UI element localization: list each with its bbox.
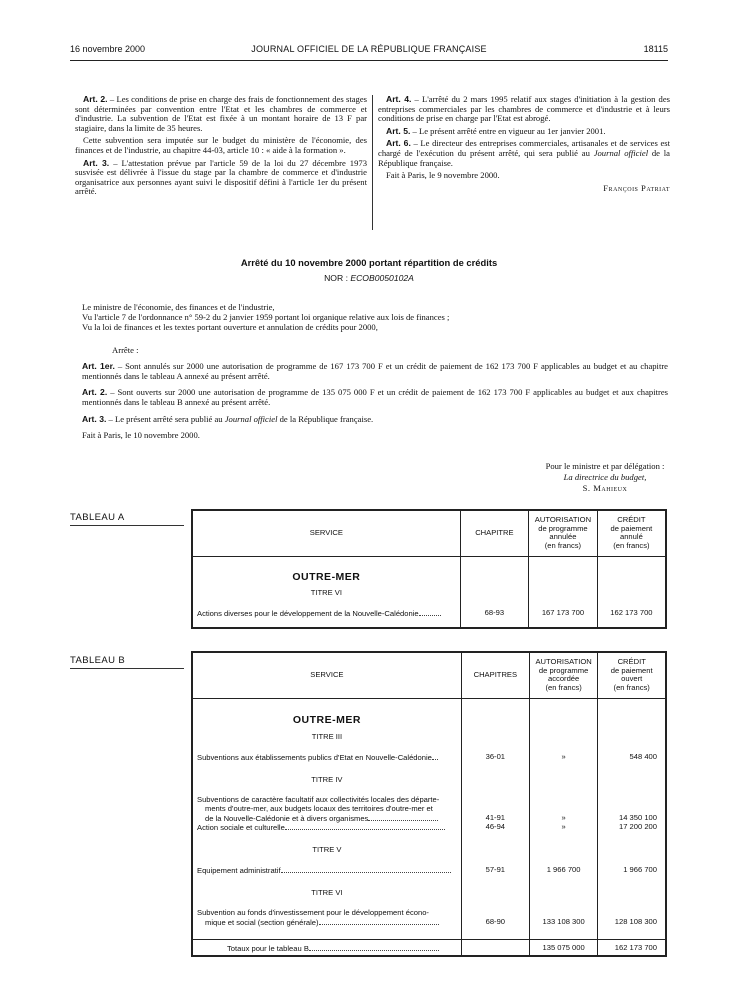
decree-art3-jo: Journal officiel xyxy=(224,413,278,424)
tab-b-auth-h2: de programme xyxy=(538,665,589,675)
tableau-a-row-credit: 162 173 700 xyxy=(610,607,653,617)
decree-art1-label: Art. 1er. xyxy=(82,360,115,371)
decree-art3-end: de la République française. xyxy=(277,413,374,424)
article-5-text: – Le présent arrêté entre en vigueur au 1er janvier 2001. xyxy=(410,125,606,136)
tableau-b-row-5-credit: 128 108 300 xyxy=(614,916,657,926)
tableau-b-row-5-line-2-text: mique et social (section générale) xyxy=(205,917,319,927)
tableau-b-group: OUTRE-MER xyxy=(292,713,361,726)
tab-b-cred-h2: de paiement xyxy=(610,665,653,675)
decree-art2-text: – Sont ouverts sur 2000 une autorisation de programme de 135 075 000 F et un crédit de paiement de 162 173 700 F applicables au budget et aux chapitres mentionnés dans le tableau B annexé au présent arrêté. xyxy=(82,387,668,408)
tab-b-cred-h4: (en francs) xyxy=(613,682,650,692)
signature-patriat: François Patriat xyxy=(603,182,670,193)
tableau-b-row-4-credit: 1 966 700 xyxy=(623,864,657,874)
signature-line-1: Pour le ministre et par délégation : xyxy=(545,461,665,471)
tableau-b-chapitre-cell xyxy=(461,698,529,940)
article-3-label: Art. 3. xyxy=(83,157,110,168)
leader-dots xyxy=(368,813,438,821)
tableau-a-row-autorisation: 167 173 700 xyxy=(541,607,585,617)
tableau-a-header-service: SERVICE xyxy=(192,510,460,556)
decree-article-2 xyxy=(82,387,668,407)
tableau-b-rule xyxy=(70,668,184,669)
signature-line-2: La directrice du budget, xyxy=(563,472,647,482)
tableau-b-row-2-line-3-text: de la Nouvelle-Calédonie et à divers organismes xyxy=(205,813,369,823)
tableau-b-titre-6: TITRE VI xyxy=(311,887,343,897)
article-3-text: – L'attestation prévue par l'article 59 de la loi du 27 décembre 1973 susvisée est délivrée à l'issue du stage par la chambre de commerce et d'industrie organisatrice aux personnes ayant suivi le dispositif défini à l'article 1er du présent arrêté. xyxy=(75,157,367,197)
tableau-a-autorisation-cell xyxy=(529,556,598,628)
tab-b-cred-h3: ouvert xyxy=(621,674,643,684)
tableau-a-header-row xyxy=(192,510,666,556)
tableau-b-row-3-credit: 17 200 200 xyxy=(618,821,657,831)
decree-art1-text: – Sont annulés sur 2000 une autorisation de programme de 167 173 700 F et un crédit de paiement de 162 173 700 F applicables au budget et au chapitre mentionnés dans le tableau A annexé au présent arrêté. xyxy=(82,360,669,382)
tableau-b-body-row xyxy=(192,698,666,940)
tableau-b-row-5-line-2 xyxy=(205,917,458,927)
article-4-label: Art. 4. xyxy=(386,94,412,104)
tab-a-cred-h3: annulé xyxy=(619,532,643,542)
nor-reference xyxy=(70,273,668,283)
header-date: 16 novembre 2000 xyxy=(70,44,146,54)
tableau-a-header-chapitre: CHAPITRE xyxy=(460,510,528,556)
nor-code: ECOB0050102A xyxy=(350,273,414,283)
tableau-b-row-2-chapitre: 41-91 xyxy=(485,812,506,822)
tableau-b-titre-3: TITRE III xyxy=(311,731,343,741)
tableau-b-total-label-text: Totaux pour le tableau B xyxy=(227,943,309,953)
tab-b-auth-h1: AUTORISATION xyxy=(535,657,592,667)
tableau-a-header-autorisation xyxy=(529,510,598,556)
tableau-b-header-autorisation xyxy=(529,652,598,698)
tableau-b-row-1-autorisation: » xyxy=(561,751,566,761)
article-6-end: de la République française. xyxy=(378,147,670,168)
tableau-b-total-chapitre xyxy=(461,940,529,956)
tableau-b-credit-cell xyxy=(598,698,666,940)
tableau-a-row-service xyxy=(197,608,457,618)
tableau-b-row-4-chapitre: 57-91 xyxy=(485,864,506,874)
article-2-text: – Les conditions de prise en charge des frais de fonctionnement des stages sont déterminées par convention entre l'Etat et les chambres de commerce et d'industrie. La subvention de l'Etat est fixée à un montant horaire de 13 F par stagiaire, dans la limite de 35 heures. xyxy=(75,94,368,133)
tableau-b-row-5-chapitre: 68-90 xyxy=(485,916,506,926)
tableau-b-row-3-autorisation: » xyxy=(561,821,566,831)
tableau-b-row-4-service xyxy=(197,865,458,875)
tableau-a-group: OUTRE-MER xyxy=(292,570,361,583)
article-5-paragraph xyxy=(378,127,670,137)
tab-a-cred-h1: CRÉDIT xyxy=(617,515,646,525)
tableau-b-row-1-service xyxy=(197,752,458,762)
decree-article-1 xyxy=(82,361,668,381)
tableau-b-row-2-autorisation: » xyxy=(561,812,566,822)
tableau-b-total-label xyxy=(192,940,461,956)
article-6-jo: Journal officiel xyxy=(593,147,649,158)
left-column xyxy=(75,95,367,200)
decree-article-3 xyxy=(82,414,668,424)
tab-a-cred-h2: de paiement xyxy=(610,523,653,533)
decree-art3-label: Art. 3. xyxy=(82,413,107,424)
article-5-label: Art. 5. xyxy=(386,125,411,136)
leader-dots xyxy=(309,943,439,951)
signature-line-3: S. Mahieux xyxy=(582,483,628,493)
decree-title: Arrêté du 10 novembre 2000 portant répartition de crédits xyxy=(240,257,498,268)
page-number: 18115 xyxy=(643,44,668,54)
tableau-a-titre: TITRE VI xyxy=(310,587,342,597)
tableau-b xyxy=(191,651,667,957)
tableau-b-row-2-credit: 14 350 100 xyxy=(618,812,657,822)
decree-art2-label: Art. 2. xyxy=(82,387,108,398)
tableau-a-chapitre-cell xyxy=(460,556,528,628)
article-2-label: Art. 2. xyxy=(83,94,108,104)
decree-body xyxy=(82,302,668,440)
tableau-a-row-chapitre: 68-93 xyxy=(484,607,505,617)
article-6-text: – Le directeur des entreprises commerciales, artisanales et de services est chargé de l'exécution du présent arrêté, qui sera publié au xyxy=(378,138,670,158)
tableau-b-autorisation-cell xyxy=(529,698,598,940)
leader-dots xyxy=(432,752,438,760)
tableau-b-header-chapitre: CHAPITRES xyxy=(461,652,529,698)
tableau-b-row-1-service-text: Subventions aux établissements publics d'Etat en Nouvelle-Calédonie xyxy=(197,752,432,762)
tableau-a xyxy=(191,509,667,629)
tableau-b-titre-5: TITRE V xyxy=(312,844,342,854)
tableau-a-row-service-text: Actions diverses pour le développement de la Nouvelle-Calédonie xyxy=(197,608,419,618)
article-6-paragraph xyxy=(378,139,670,168)
tableau-b-row-3-service-text: Action sociale et culturelle xyxy=(197,822,285,832)
journal-title: JOURNAL OFFICIEL DE LA RÉPUBLIQUE FRANÇAISE xyxy=(251,44,487,54)
tab-a-auth-h1: AUTORISATION xyxy=(534,515,592,525)
tableau-b-service-cell xyxy=(192,698,461,940)
decree-art3-text: – Le présent arrêté sera publié au xyxy=(106,413,225,424)
tableau-b-header-row xyxy=(192,652,666,698)
tableau-b-row-2-line-1: Subventions de caractère facultatif aux collectivités locales des départe- xyxy=(197,794,440,804)
tab-b-auth-h3: accordée xyxy=(548,674,580,684)
tableau-a-credit-cell xyxy=(597,556,666,628)
leader-dots xyxy=(285,822,445,830)
article-2-paragraph xyxy=(75,95,367,133)
article-6-label: Art. 6. xyxy=(386,138,411,149)
header-rule xyxy=(70,60,668,61)
visa-ordonnance: Vu l'article 7 de l'ordonnance n° 59-2 du 2 janvier 1959 portant loi organique relative aux lois de finances ; xyxy=(82,312,450,323)
article-3-paragraph xyxy=(75,159,367,197)
tableau-b-row-3-service xyxy=(197,822,458,832)
leader-dots xyxy=(419,608,441,616)
tab-a-cred-h4: (en francs) xyxy=(613,540,650,550)
right-column xyxy=(378,95,670,196)
tab-b-auth-h4: (en francs) xyxy=(545,682,582,692)
tableau-b-row-4-service-text: Equipement administratif xyxy=(197,865,281,875)
tableau-a-service-cell xyxy=(192,556,460,628)
tableau-b-titre-4: TITRE IV xyxy=(311,774,343,784)
nor-label: NOR : xyxy=(324,273,351,283)
arrete-heading: Arrête : xyxy=(112,344,139,355)
tableau-b-row-5-line-1: Subvention au fonds d'investissement pour le développement écono- xyxy=(197,907,429,917)
visa-minister: Le ministre de l'économie, des finances et de l'industrie, xyxy=(82,302,275,312)
fait-paris-2: Fait à Paris, le 10 novembre 2000. xyxy=(82,429,200,440)
tableau-b-total-row xyxy=(192,940,666,956)
tableau-b-header-credit xyxy=(598,652,666,698)
tableau-b-row-4-autorisation: 1 966 700 xyxy=(546,864,581,874)
leader-dots xyxy=(319,917,439,925)
tableau-a-rule xyxy=(70,525,184,526)
article-4-paragraph xyxy=(378,95,670,124)
fait-paris-1: Fait à Paris, le 9 novembre 2000. xyxy=(386,170,500,181)
tab-b-cred-h1: CRÉDIT xyxy=(617,657,646,667)
tab-a-auth-h2: de programme xyxy=(538,523,588,533)
tab-a-auth-h3: annulée xyxy=(549,532,577,542)
tableau-b-row-5-autorisation: 133 108 300 xyxy=(542,916,585,926)
tableau-b-total-autorisation: 135 075 000 xyxy=(529,940,598,956)
article-2-paragraph-2: Cette subvention sera imputée sur le budget du ministère de l'économie, des finances et de l'industrie, au chapitre 44-03, article 10 : « aide à la formation ». xyxy=(75,135,367,155)
tableau-a-body-row xyxy=(192,556,666,628)
tableau-a-header-credit xyxy=(597,510,666,556)
column-divider xyxy=(372,95,373,230)
leader-dots xyxy=(281,865,451,873)
article-4-text: – L'arrêté du 2 mars 1995 relatif aux stages d'initiation à la gestion des entreprises commerciales par les chambres de commerce et d'industrie et à leurs conditions de prise en charge par l'Etat est abrogé. xyxy=(378,94,670,124)
visa-loi: Vu la loi de finances et les textes portant ouverture et annulation de crédits pour 2000, xyxy=(82,322,378,333)
tableau-a-label: TABLEAU A xyxy=(70,512,125,523)
tableau-b-total-credit: 162 173 700 xyxy=(598,940,666,956)
tableau-b-row-2-line-2: ments d'outre-mer, aux budgets locaux des territoires d'outre-mer et xyxy=(205,803,433,813)
tab-a-auth-h4: (en francs) xyxy=(544,540,582,550)
tableau-b-row-1-credit: 548 400 xyxy=(629,751,657,761)
tableau-b-row-3-chapitre: 46-94 xyxy=(485,821,506,831)
tableau-b-row-1-chapitre: 36-01 xyxy=(485,751,506,761)
tableau-b-label: TABLEAU B xyxy=(70,655,126,666)
tableau-b-header-service: SERVICE xyxy=(192,652,461,698)
page-header xyxy=(70,44,668,58)
